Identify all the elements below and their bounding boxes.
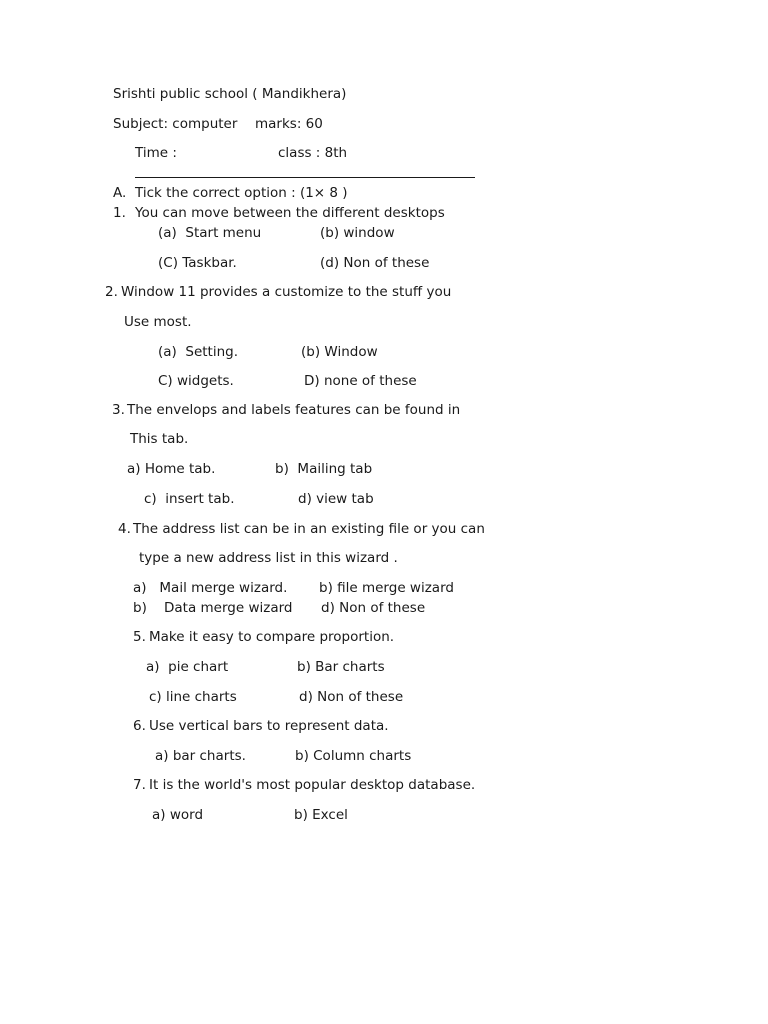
question-7-option-b: b) Excel (294, 807, 348, 823)
question-2-option-d: D) none of these (304, 373, 417, 389)
question-2-option-a: (a) Setting. (158, 344, 239, 360)
question-1-text: You can move between the different desktops (135, 205, 445, 221)
question-6-option-b: b) Column charts (295, 748, 412, 764)
question-3-option-b: b) Mailing tab (275, 461, 373, 477)
question-3-text: The envelops and labels features can be found in (127, 402, 461, 418)
question-6-number: 6. (133, 718, 146, 734)
question-2-option-b: (b) Window (301, 344, 378, 360)
school-name: Srishti public school ( Mandikhera) (113, 86, 347, 102)
question-2-option-c: C) widgets. (158, 373, 234, 389)
section-marker: A. (113, 185, 127, 201)
question-5-number: 5. (133, 629, 146, 645)
question-7-number: 7. (133, 777, 146, 793)
question-5-option-a: a) pie chart (146, 659, 229, 675)
question-5-option-b: b) Bar charts (297, 659, 385, 675)
class-label: class : 8th (278, 145, 348, 161)
question-3-number: 3. (112, 402, 125, 418)
question-3-option-c: c) insert tab. (144, 491, 235, 507)
time-label: Time : (135, 145, 177, 161)
question-4-option-b: b) file merge wizard (319, 580, 454, 596)
question-2-text: Window 11 provides a customize to the stuff you (121, 284, 452, 300)
question-1-option-d: (d) Non of these (320, 255, 430, 271)
question-5-option-d: d) Non of these (299, 689, 404, 705)
question-2-text-cont: Use most. (124, 314, 192, 330)
question-6-text: Use vertical bars to represent data. (149, 718, 389, 734)
question-4-option-c: b) Data merge wizard (133, 600, 293, 616)
question-1-option-a: (a) Start menu (158, 225, 262, 241)
question-3-option-d: d) view tab (298, 491, 374, 507)
question-3-text-cont: This tab. (130, 431, 189, 447)
question-4-text: The address list can be in an existing file or you can (133, 521, 485, 537)
section-title: Tick the correct option : (1× 8 ) (135, 185, 348, 201)
question-4-text-cont: type a new address list in this wizard . (139, 550, 398, 566)
marks-label: marks: 60 (255, 116, 323, 132)
question-7-option-a: a) word (152, 807, 204, 823)
question-1-number: 1. (113, 205, 126, 221)
question-2-number: 2. (105, 284, 118, 300)
question-1-option-c: (C) Taskbar. (158, 255, 237, 271)
question-5-text: Make it easy to compare proportion. (149, 629, 395, 645)
question-5-option-c: c) line charts (149, 689, 237, 705)
question-1-option-b: (b) window (320, 225, 395, 241)
subject-label: Subject: computer (113, 116, 238, 132)
header-divider (135, 177, 475, 178)
question-4-option-a: a) Mail merge wizard. (133, 580, 288, 596)
question-4-option-d: d) Non of these (321, 600, 426, 616)
question-6-option-a: a) bar charts. (155, 748, 246, 764)
question-3-option-a: a) Home tab. (127, 461, 216, 477)
question-7-text: It is the world's most popular desktop database. (149, 777, 476, 793)
question-4-number: 4. (118, 521, 131, 537)
